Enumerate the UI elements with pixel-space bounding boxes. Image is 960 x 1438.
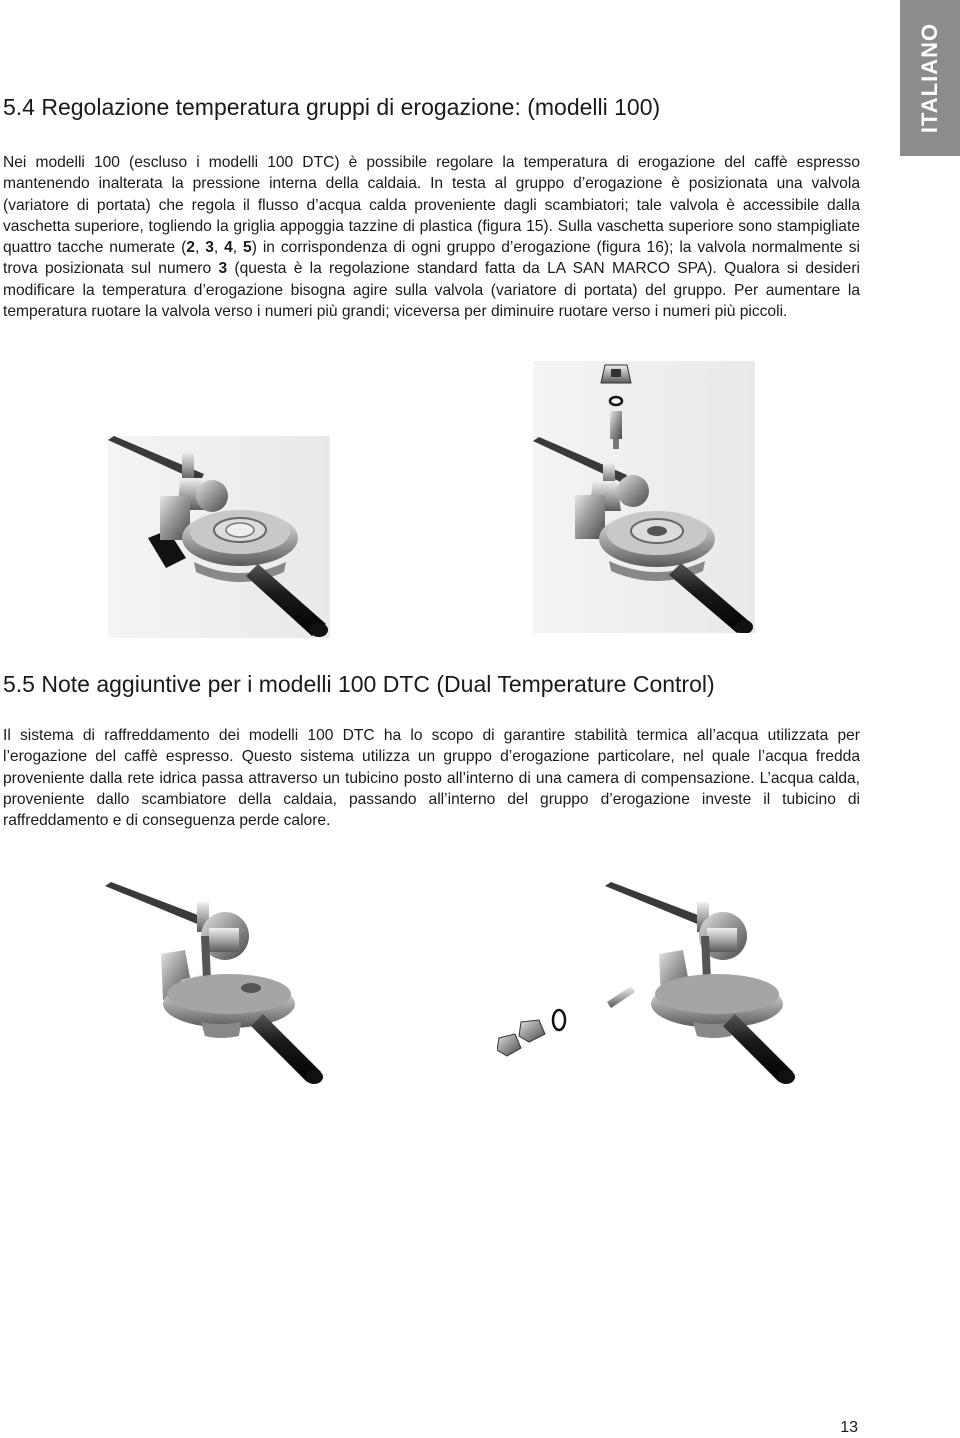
section-5-4-body: Nei modelli 100 (escluso i modelli 100 DTC) è possibile regolare la temperatura di erogazione del caffè espresso mantenendo inalterata la pressione interna della caldaia. In testa al gruppo d’erogazione è posizionata una valvola (variatore di portata) che regola il flusso d’acqua calda proveniente dagli scambiatori; tale valvola è accessibile dalla vaschetta superiore, togliendo la griglia appoggia tazzine di plastica (figura 15). Sulla vaschetta superiore sono stampigliate quattro tacche numerate (2, 3, 4, 5) in corrispondenza di ogni gruppo d’erogazione (figura 16); la valvola normalmente si trova posizionata sul numero 3 (questa è la regolazione standard fatta da LA SAN MARCO SPA). Qualora si desideri modificare la temperatura d’erogazione bisogna agire sulla valvola (variatore di portata) del gruppo. Per aumentare la temperatura ruotare la valvola verso i numeri più grandi; viceversa per diminuire ruotare verso i numeri più piccoli. xyxy=(3,154,860,321)
page-number: 13 xyxy=(840,1419,858,1436)
figure-group-valve-installed xyxy=(108,436,330,638)
figure-dtc-group-exploded xyxy=(497,876,797,1102)
figure-group-valve-exploded xyxy=(533,361,755,633)
section-5-4-title: 5.4 Regolazione temperatura gruppi di erogazione: (modelli 100) xyxy=(3,94,661,120)
section-5-5-title: 5.5 Note aggiuntive per i modelli 100 DTC (Dual Temperature Control) xyxy=(3,671,715,697)
section-5-5-body: Il sistema di raffreddamento dei modelli 100 DTC ha lo scopo di garantire stabilità termica all’acqua utilizzata per l’erogazione del caffè espresso. Questo sistema utilizza un gruppo d’erogazione particolare, nel quale l’acqua fredda proveniente dalla rete idrica passa attraverso un tubicino posto all’interno di una camera di compensazione. L’acqua calda, proveniente dallo scambiatore della caldaia, passando all’interno del gruppo d’erogazione investe il tubicino di raffreddamento e di conseguenza perde calore. xyxy=(3,727,860,830)
language-tab xyxy=(900,0,960,156)
figure-dtc-group-assembled xyxy=(101,876,327,1102)
language-tab-label: ITALIANO xyxy=(917,22,942,134)
